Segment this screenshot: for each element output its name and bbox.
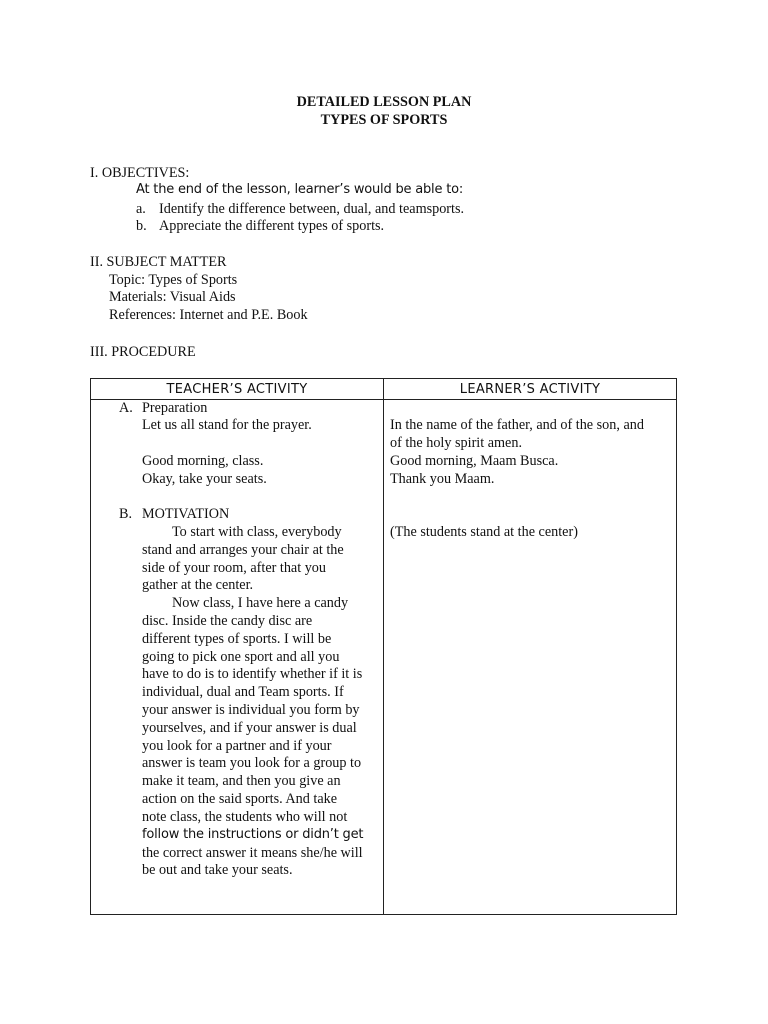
subject-materials: Materials: Visual Aids xyxy=(109,289,236,305)
teacher-line: To start with class, everybody xyxy=(172,524,342,540)
document-subtitle: TYPES OF SPORTS xyxy=(320,112,448,128)
teacher-line: different types of sports. I will be xyxy=(142,631,332,647)
learner-line: Thank you Maam. xyxy=(390,471,495,487)
subject-references: References: Internet and P.E. Book xyxy=(109,307,308,323)
objectives-heading: I. OBJECTIVES: xyxy=(90,165,190,181)
teacher-activity-header: TEACHER’S ACTIVITY xyxy=(166,382,308,397)
teacher-line: be out and take your seats. xyxy=(142,862,293,878)
teacher-line: make it team, and then you give an xyxy=(142,773,341,789)
teacher-line: you look for a partner and if your xyxy=(142,738,332,754)
teacher-line: stand and arranges your chair at the xyxy=(142,542,344,558)
teacher-line: gather at the center. xyxy=(142,577,254,593)
preparation-heading: Preparation xyxy=(142,400,208,416)
teacher-line: note class, the students who will not xyxy=(142,809,348,825)
teacher-line: Now class, I have here a candy xyxy=(172,595,349,611)
learner-line: (The students stand at the center) xyxy=(390,524,578,540)
teacher-line: yourselves, and if your answer is dual xyxy=(142,720,357,736)
objective-item-b: Appreciate the different types of sports. xyxy=(159,218,385,234)
objective-marker-a: a. xyxy=(136,201,146,217)
teacher-line: follow the instructions or didn’t get xyxy=(142,827,364,842)
procedure-heading: III. PROCEDURE xyxy=(90,344,196,360)
subject-matter-heading: II. SUBJECT MATTER xyxy=(90,254,227,270)
teacher-line: disc. Inside the candy disc are xyxy=(142,613,313,629)
learner-activity-header: LEARNER’S ACTIVITY xyxy=(459,382,601,397)
teacher-line: have to do is to identify whether if it is xyxy=(142,666,363,682)
teacher-line: the correct answer it means she/he will xyxy=(142,845,363,861)
table-column-divider xyxy=(383,379,384,914)
learner-line: In the name of the father, and of the son, and xyxy=(390,417,644,433)
teacher-line: your answer is individual you form by xyxy=(142,702,360,718)
subject-topic: Topic: Types of Sports xyxy=(109,272,238,288)
document-title: DETAILED LESSON PLAN xyxy=(296,94,472,110)
teacher-line: Let us all stand for the prayer. xyxy=(142,417,312,433)
preparation-marker: A. xyxy=(119,400,133,416)
teacher-line: action on the said sports. And take xyxy=(142,791,338,807)
motivation-heading: MOTIVATION xyxy=(142,506,230,522)
procedure-table xyxy=(90,378,677,915)
learner-line: Good morning, Maam Busca. xyxy=(390,453,559,469)
objectives-intro: At the end of the lesson, learner’s would be able to: xyxy=(136,182,464,197)
objective-marker-b: b. xyxy=(136,218,147,234)
teacher-line: individual, dual and Team sports. If xyxy=(142,684,344,700)
teacher-line: Good morning, class. xyxy=(142,453,264,469)
teacher-line: side of your room, after that you xyxy=(142,560,326,576)
motivation-marker: B. xyxy=(119,506,133,522)
teacher-line: Okay, take your seats. xyxy=(142,471,267,487)
learner-line: of the holy spirit amen. xyxy=(390,435,522,451)
teacher-line: going to pick one sport and all you xyxy=(142,649,340,665)
teacher-line: answer is team you look for a group to xyxy=(142,755,362,771)
objective-item-a: Identify the difference between, dual, and teamsports. xyxy=(159,201,465,217)
